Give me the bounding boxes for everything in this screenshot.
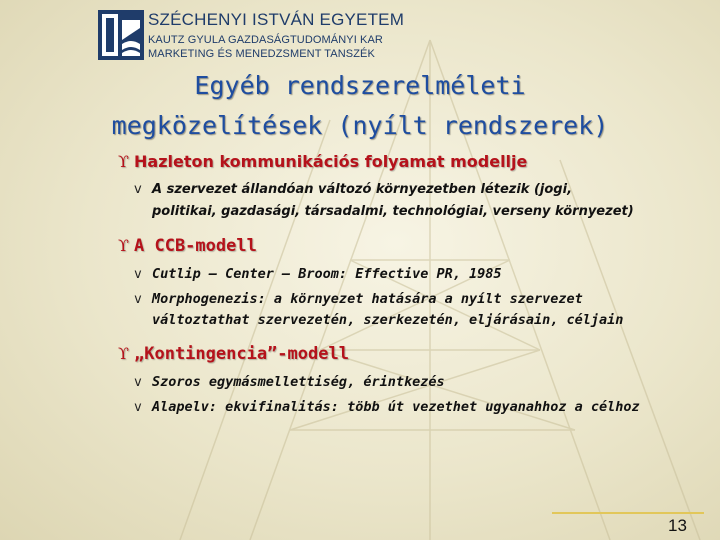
sub-bullet-continuation: változtathat szervezetén, szerkezetén, eljárásain, céljain xyxy=(152,312,624,328)
bullet-level2-icon: v xyxy=(134,182,142,197)
bullet-level1-icon: ϒ xyxy=(118,152,129,171)
bullet-level1-icon: ϒ xyxy=(118,236,129,255)
sub-bullet-text: A szervezet állandóan változó környezetben létezik (jogi, xyxy=(152,182,573,197)
page-number: 13 xyxy=(668,516,687,535)
sub-bullet-text: Cutlip – Center – Broom: Effective PR, 1985 xyxy=(152,266,502,282)
bullet-hazleton xyxy=(118,152,527,171)
sub-bullet-text: Alapelv: ekvifinalitás: több út vezethet ugyanahhoz a célhoz xyxy=(152,399,640,415)
footer-divider xyxy=(552,512,704,514)
slide-title-line1: Egyéb rendszerelméleti xyxy=(194,71,526,100)
university-logo xyxy=(98,10,144,60)
sub-bullet-text: Szoros egymásmellettiség, érintkezés xyxy=(152,374,445,390)
bullet-kontingencia xyxy=(118,344,349,364)
sub-bullet-continuation: politikai, gazdasági, társadalmi, technológiai, verseny környezet) xyxy=(152,204,634,219)
bullet-level1-icon: ϒ xyxy=(118,344,129,363)
bullet-label: Hazleton kommunikációs folyamat modellje xyxy=(134,152,528,171)
faculty-name: KAUTZ GYULA GAZDASÁGTUDOMÁNYI KAR xyxy=(148,34,383,46)
bullet-level2-icon: v xyxy=(134,292,142,307)
bullet-ccb xyxy=(118,236,257,256)
university-name: SZÉCHENYI ISTVÁN EGYETEM xyxy=(148,10,405,29)
slide-title-line2: megközelítések (nyílt rendszerek) xyxy=(111,111,609,140)
bullet-level2-icon: v xyxy=(134,375,142,390)
bullet-label: „Kontingencia”-modell xyxy=(134,344,349,364)
bullet-level2-icon: v xyxy=(134,400,142,415)
department-name: MARKETING ÉS MENEDZSMENT TANSZÉK xyxy=(148,48,375,60)
sub-bullet xyxy=(134,180,572,200)
sub-bullet xyxy=(134,372,445,393)
sub-bullet-text: Morphogenezis: a környezet hatására a nyílt szervezet xyxy=(152,291,583,307)
sub-bullet xyxy=(134,264,502,285)
slide-title xyxy=(0,66,720,146)
bullet-label: A CCB-modell xyxy=(134,236,257,256)
sub-bullet xyxy=(134,289,583,310)
sub-bullet xyxy=(134,397,640,418)
bullet-level2-icon: v xyxy=(134,267,142,282)
